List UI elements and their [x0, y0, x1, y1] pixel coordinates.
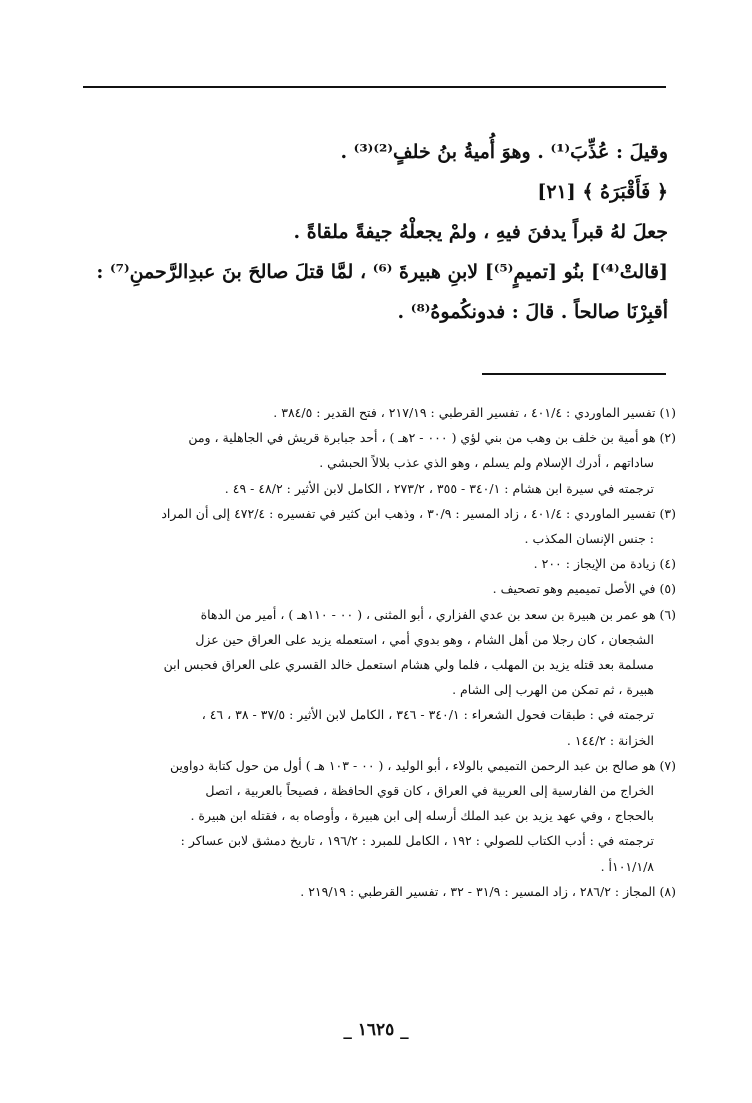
quran-verse: ﴿ فَأَقْبَرَهُ ﴾ [٢١] — [537, 181, 668, 203]
footnote-1 — [70, 400, 676, 425]
footnote-line: (٥) في الأصل تميميم وهو تصحيف . — [492, 581, 676, 597]
main-text — [90, 136, 668, 336]
footnote-line: (٦) هو عمر بن هبيرة بن سعد بن عدي الفزاري ، أبو المثنى ، ( ٠٠ - ١١٠هـ ) ، أمير من الدهاة — [200, 606, 676, 622]
footnote-5 — [70, 576, 676, 601]
footnote-line: (١) تفسير الماوردي : ٤٠١/٤ ، تفسير القرطبي : ٢١٧/١٩ ، فتح القدير : ٣٨٤/٥ . — [273, 405, 676, 420]
main-line: [قالتْ⁽⁴⁾] بنُو [تميمٍ⁽⁵⁾] لابنِ هبيرةَ ⁽⁶⁾ ، لمَّا قتلَ صالحَ بنَ عبدِالرَّحمنِ⁽⁷⁾ : — [96, 261, 668, 283]
footnote-line: (٨) المجاز : ٢٨٦/٢ ، زاد المسير : ٣١/٩ - ٣٢ ، تفسير القرطبي : ٢١٩/١٩ . — [300, 883, 676, 899]
footnote-line: الشجعان ، كان رجلا من أهل الشام ، وهو بدوي أمي ، استعمله يزيد على العراق حين عزل — [195, 631, 654, 647]
footnote-line: (٣) تفسير الماوردي : ٤٠١/٤ ، زاد المسير : ٣٠/٩ ، وذهب ابن كثير في تفسيره : ٤٧٢/٤ إلى أن المراد — [161, 505, 676, 521]
footnote-line: (٢) هو أمية بن خلف بن وهب من بني لؤي ( ٠٠٠ - ٢هـ ) ، أحد جبابرة قريش في الجاهلية ، ومن — [188, 430, 676, 446]
top-rule — [83, 86, 666, 88]
footnote-7 — [70, 753, 676, 879]
footnote-line: (٤) زيادة من الإيجاز : ٢٠٠ . — [533, 556, 676, 572]
footnote-line: (٧) هو صالح بن عبد الرحمن التميمي بالولاء ، أبو الوليد ، ( ٠٠ - ١٠٣ هـ ) أول من حول كتابة دواوين — [169, 757, 676, 773]
footnote-6 — [70, 602, 676, 753]
footnote-line: ترجمته في : أدب الكتاب للصولي : ١٩٢ ، الكامل للمبرد : ١٩٦/٢ ، تاريخ دمشق لابن عساكر : — [180, 833, 654, 849]
footnote-line: بالحجاج ، وفي عهد يزيد بن عبد الملك أرسله إلى ابن هبيرة ، وأوصاه به ، فقتله ابن هبيرة . — [190, 808, 654, 824]
main-line: وقيلَ : عُذِّبَ⁽¹⁾ . وهوَ أُميةُ بنُ خلفٍ⁽²⁾⁽³⁾ . — [340, 141, 668, 163]
footnote-line: : جنس الإنسان المكذب . — [524, 531, 654, 547]
footnote-line: الخزانة : ١٤٤/٢ . — [566, 732, 654, 748]
page-number: _ ١٦٢٥ _ — [343, 1020, 409, 1040]
footnote-3 — [70, 501, 676, 551]
main-line: جعلَ لهُ قبراً يدفنَ فيهِ ، ولمْ يجعلْهُ جيفةً ملقاةً . — [293, 221, 668, 243]
footnote-line: ترجمته في : طبقات فحول الشعراء : ٣٤٠/١ - ٣٤٦ ، الكامل لابن الأثير : ٣٧/٥ - ٣٨ ، ٤٦ ، — [201, 707, 654, 723]
footnote-2 — [70, 425, 676, 501]
footnote-8 — [70, 879, 676, 904]
footnote-line: هبيرة ، ثم تمكن من الهرب إلى الشام . — [452, 682, 654, 698]
footnote-line: ١٠١/١/٨أ . — [600, 858, 654, 874]
footnotes — [70, 400, 676, 904]
footnote-4 — [70, 551, 676, 576]
main-line: أقبِرْنَا صالحاً . قالَ : فدونكُموهُ⁽⁸⁾ . — [397, 301, 668, 323]
footnote-line: ساداتهم ، أدرك الإسلام ولم يسلم ، وهو الذي عذب بلالاً الحبشي . — [319, 455, 654, 471]
footnote-line: الخراج من الفارسية إلى العربية في العراق ، كان قوي الحافظة ، فصيحاً بالعربية ، اتصل — [205, 783, 654, 799]
footnote-line: ترجمته في سيرة ابن هشام : ٣٤٠/١ - ٣٥٥ ، ٢٧٣/٢ ، الكامل لابن الأثير : ٤٨/٢ - ٤٩ . — [224, 480, 654, 496]
footnote-line: مسلمة بعد قتله يزيد بن المهلب ، فلما ولي هشام استعمل خالد القسري على العراق فحبس ابن — [163, 657, 654, 673]
footnote-separator — [482, 373, 666, 375]
